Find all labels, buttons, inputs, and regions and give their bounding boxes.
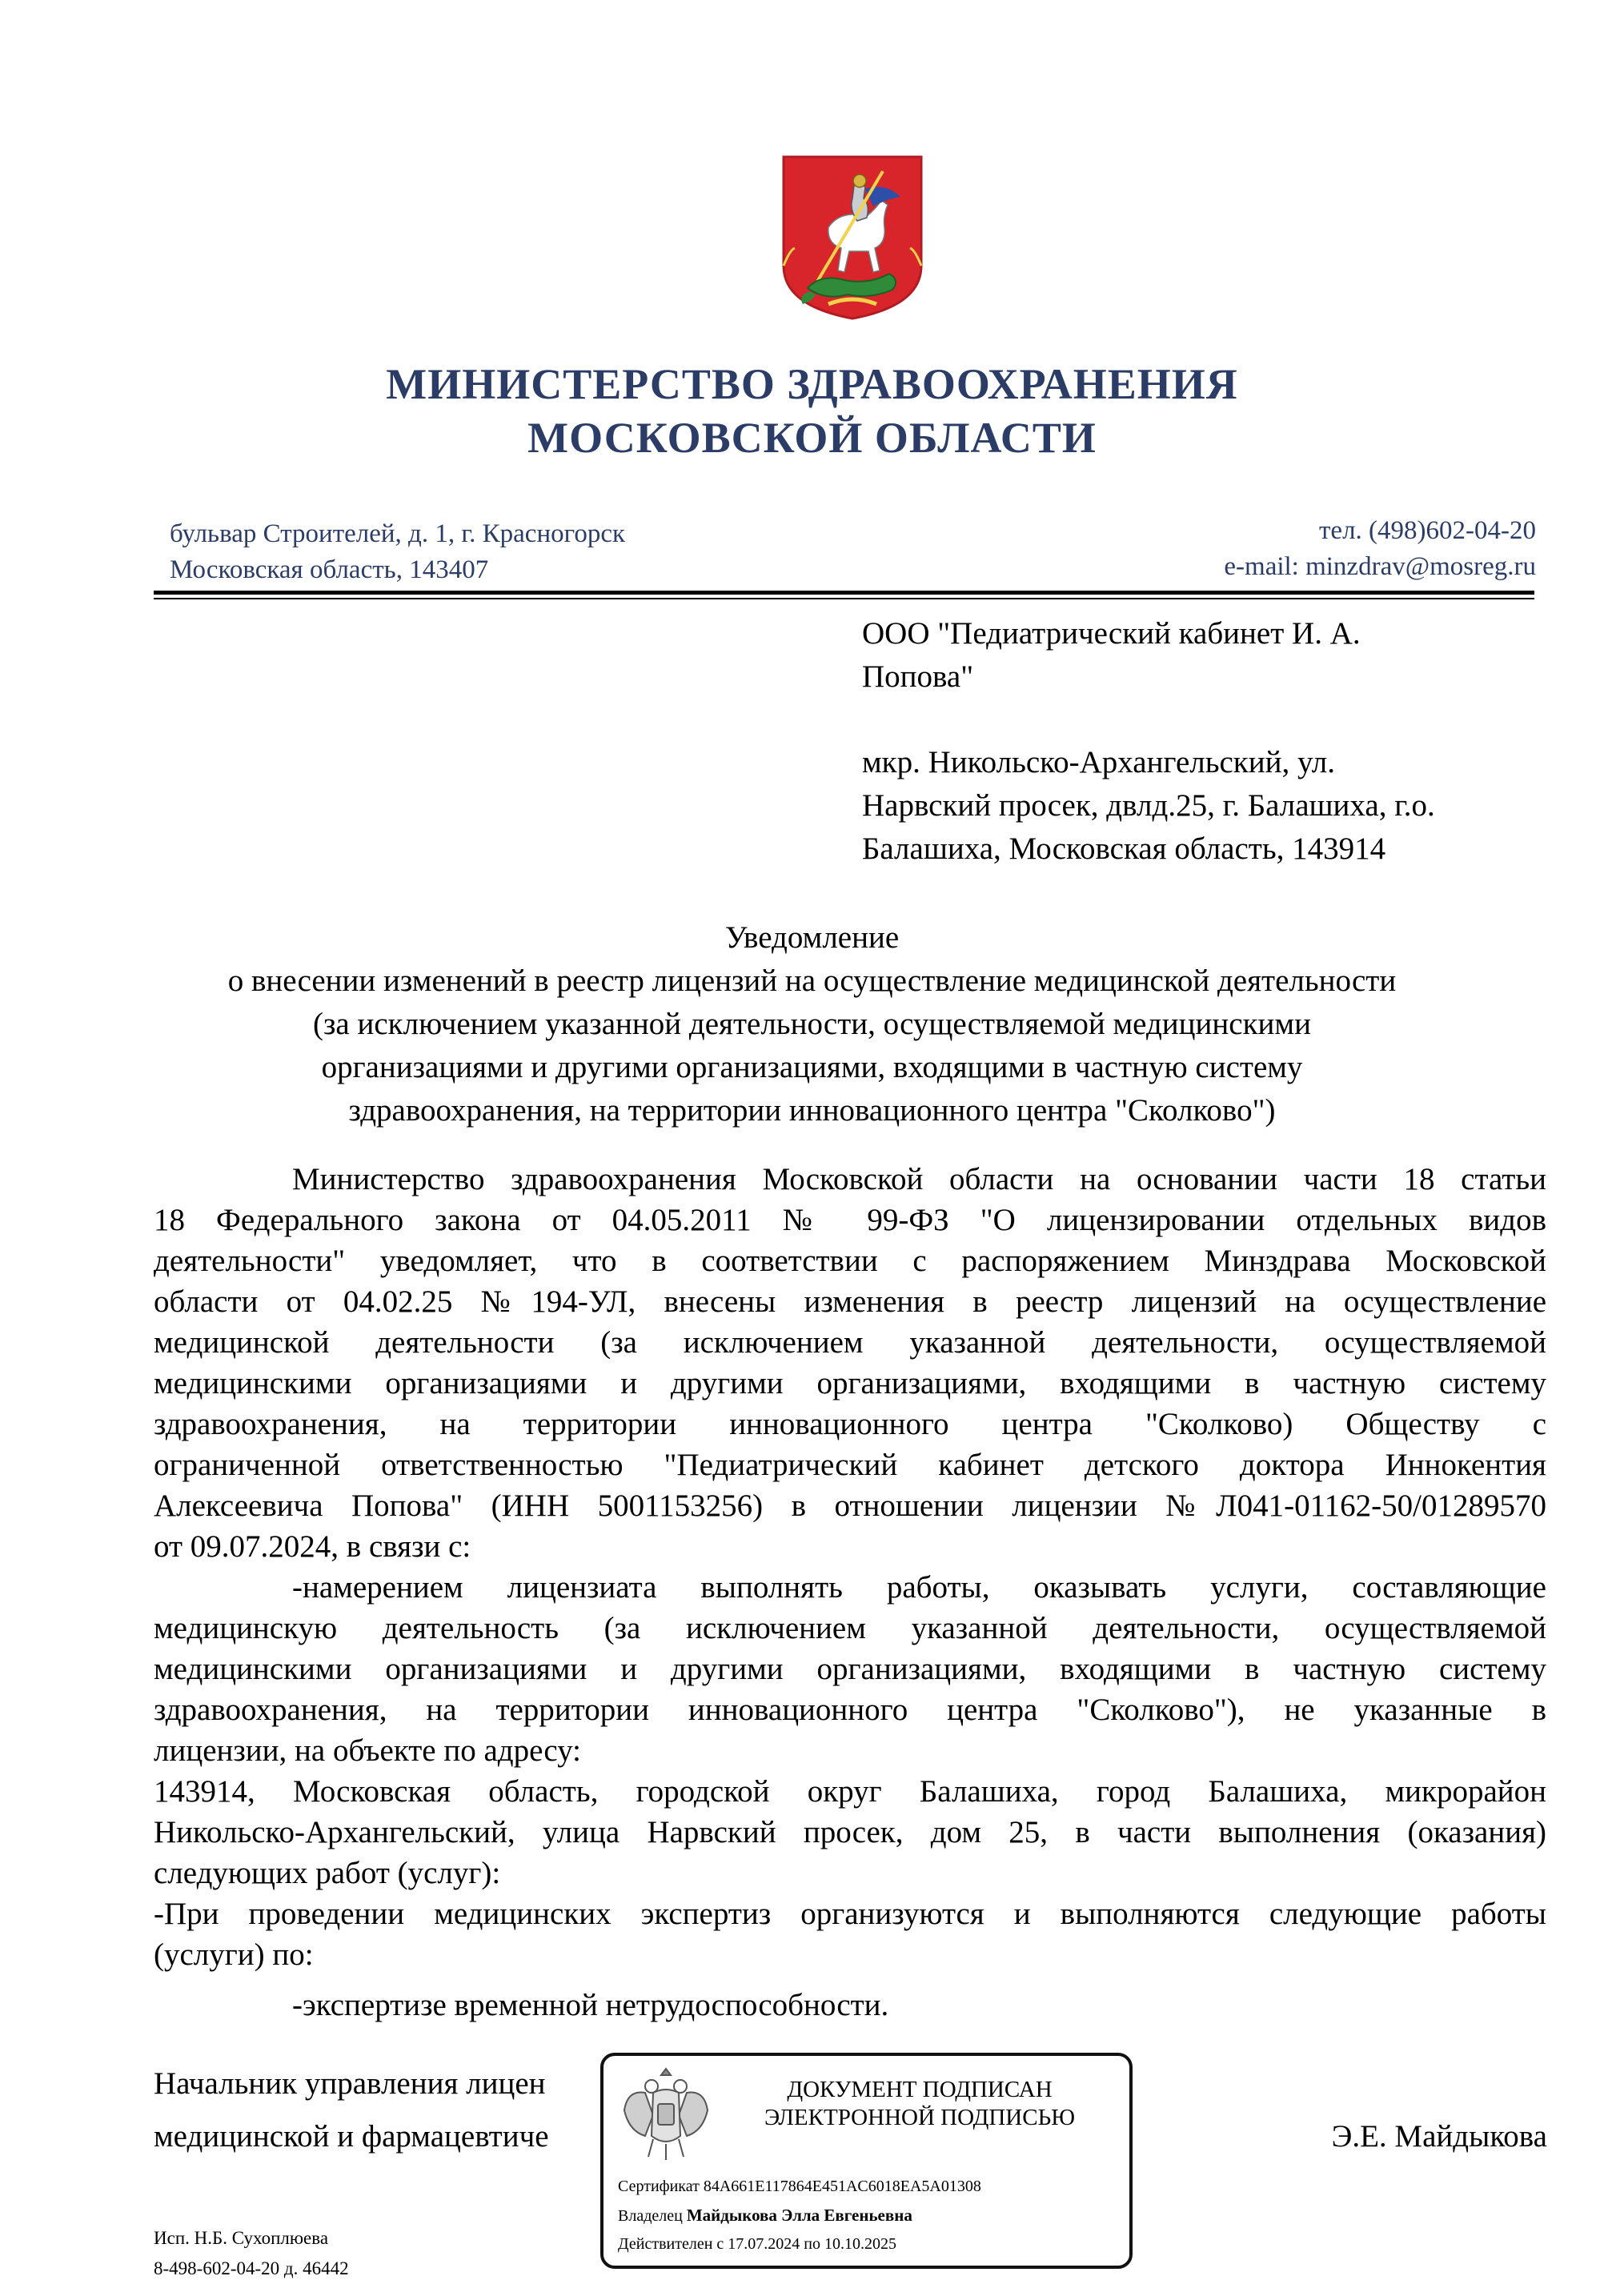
body-line: ограниченной ответственностью "Педиатрический кабинет детского доктора Иннокентия [154,1448,1546,1482]
signatory-name: Э.Е. Майдыкова [1331,2119,1547,2154]
stamp-owner-value: Майдыкова Элла Евгеньевна [686,2206,912,2225]
ministry-address-line1: бульвар Строителей, д. 1, г. Красногорск [170,519,626,548]
stamp-owner-label: Владелец [618,2207,683,2225]
body-line: (услуги) по: [154,1937,314,1972]
executor-name: Исп. Н.Б. Сухоплюева [154,2228,329,2248]
signatory-position-line2: медицинской и фармацевтиче [154,2119,549,2154]
recipient-name-line2: Попова" [862,659,974,694]
body-line: следующих работ (услуг): [154,1856,501,1890]
notice-heading: Уведомление [724,920,900,955]
ministry-address-line2: Московская область, 143407 [170,555,489,584]
stamp-certificate-value: 84A661E117864E451AC6018EA5A01308 [703,2178,981,2195]
signatory-position-line1: Начальник управления лицен [154,2066,546,2101]
electronic-signature-stamp [600,2053,1133,2269]
body-line: медицинскими организациями и другими организациями, входящими в частную систему [154,1652,1546,1686]
recipient-address-line3: Балашиха, Московская область, 143914 [862,831,1386,866]
stamp-certificate [618,2176,981,2197]
header-divider-thin [154,598,1534,599]
coat-of-arms-icon [780,154,924,322]
double-headed-eagle-icon [621,2067,711,2163]
executor-phone: 8-498-602-04-20 д. 46442 [154,2258,349,2278]
notice-subject-line3: организациями и другими организациями, входящими в частную систему [321,1050,1303,1084]
body-line: Министерство здравоохранения Московской области на основании части 18 статьи [292,1162,1546,1196]
ministry-title-line1: МИНИСТЕРСТВО ЗДРАВООХРАНЕНИЯ [386,360,1238,408]
body-line: медицинской деятельности (за исключением указанной деятельности, осуществляемой [154,1325,1546,1360]
body-line: здравоохранения, на территории инновационного центра "Сколково) Обществу с [154,1407,1546,1441]
notice-subject-line1: о внесении изменений в реестр лицензий на осуществление медицинской деятельности [227,964,1397,998]
stamp-owner [618,2205,912,2226]
body-line: -намерением лицензиата выполнять работы, оказывать услуги, составляющие [292,1570,1546,1605]
body-line: от 09.07.2024, в связи с: [154,1529,471,1564]
body-line: Никольско-Архангельский, улица Нарвский просек, дом 25, в части выполнения (оказания) [154,1815,1546,1849]
body-line: медицинскую деятельность (за исключением указанной деятельности, осуществляемой [154,1611,1546,1645]
notice-subject-line4: здравоохранения, на территории инновационного центра "Сколково") [348,1093,1276,1128]
header-divider-thick [154,591,1534,595]
body-line: деятельности" уведомляет, что в соответствии с распоряжением Минздрава Московской [154,1244,1546,1278]
recipient-address-line1: мкр. Никольско-Архангельский, ул. [862,745,1335,779]
body-line: 143914, Московская область, городской округ Балашиха, город Балашиха, микрорайон [154,1774,1546,1809]
body-line: области от 04.02.25 №194-УЛ, внесены изменения в реестр лицензий на осуществление [154,1284,1546,1319]
recipient-name-line1: ООО "Педиатрический кабинет И. А. [862,616,1361,651]
body-line: Алексеевича Попова" (ИНН 5001153256) в отношении лицензии №Л041-01162-50/01289570 [154,1489,1546,1523]
notice-subject-line2: (за исключением указанной деятельности, осуществляемой медицинскими [313,1007,1311,1041]
stamp-certificate-label: Сертификат [618,2178,700,2195]
body-line: медицинскими организациями и другими организациями, входящими в частную систему [154,1366,1546,1400]
body-line: 18 Федерального закона от 04.05.2011 № 99-ФЗ "О лицензировании отдельных видов [154,1203,1546,1237]
body-line: здравоохранения, на территории инновационного центра "Сколково"), не указанные в [154,1693,1546,1727]
ministry-email: e-mail: minzdrav@mosreg.ru [1224,552,1536,581]
stamp-title-line2: ЭЛЕКТРОННОЙ ПОДПИСЬЮ [764,2105,1076,2130]
recipient-address-line2: Нарвский просек, двлд.25, г. Балашиха, г.о. [862,788,1435,823]
ministry-title-line2: МОСКОВСКОЙ ОБЛАСТИ [527,414,1097,462]
stamp-title-line1: ДОКУМЕНТ ПОДПИСАН [787,2077,1053,2102]
body-line: -экспертизе временной нетрудоспособности. [292,1988,889,2022]
ministry-phone: тел. (498)602-04-20 [1319,516,1536,545]
body-line: -При проведении медицинских экспертиз организуются и выполняются следующие работы [154,1897,1546,1931]
stamp-validity: Действителен с 17.07.2024 по 10.10.2025 [618,2235,896,2253]
body-line: лицензии, на объекте по адресу: [154,1733,582,1768]
